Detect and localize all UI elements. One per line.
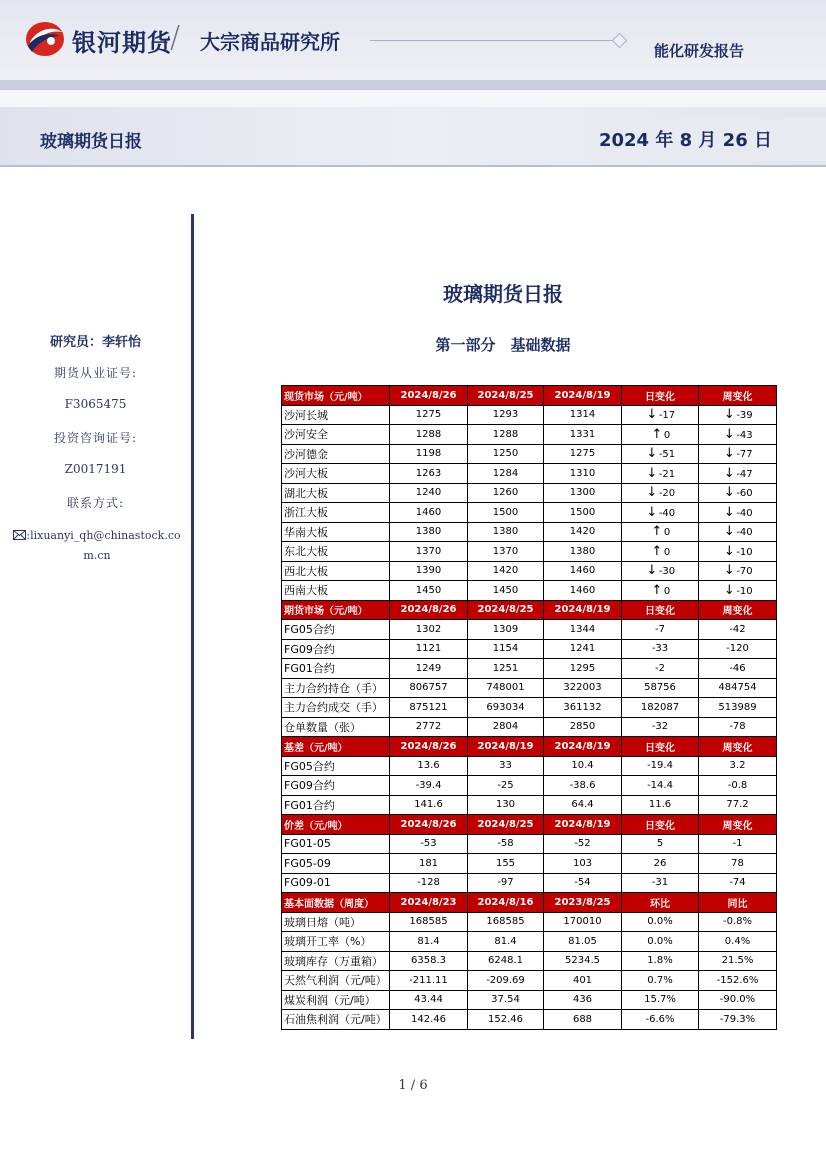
table-row [282,717,777,737]
table-cell: 1450 [390,581,468,601]
table-cell: 322003 [544,678,622,698]
table-cell: 沙河安全 [282,425,390,445]
table-cell: -14.4 [622,776,699,796]
table-row [282,542,777,562]
table-cell: 1370 [390,542,468,562]
header-cell: 2024/8/16 [468,893,544,913]
decorative-line [370,40,618,41]
table-cell: 1275 [544,444,622,464]
table-cell: 1263 [390,464,468,484]
table-row [282,561,777,581]
change-cell [699,503,777,523]
change-cell [699,522,777,542]
change-cell [622,425,699,445]
table-cell: 3.2 [699,756,777,776]
arrow-up-icon: ↑ [651,426,663,442]
arrow-down-icon: ↓ [646,407,658,423]
table-cell: 142.46 [390,1010,468,1030]
header-cell: 2024/8/26 [390,737,468,757]
table-cell: 81.4 [468,932,544,952]
table-cell: -1 [699,834,777,854]
main-title: 玻璃期货日报 [443,282,563,306]
arrow-down-icon: ↓ [646,485,658,501]
table-cell: 1275 [390,405,468,425]
table-row [282,834,777,854]
header-cell: 环比 [622,893,699,913]
table-cell: -42 [699,620,777,640]
change-cell [699,581,777,601]
institute-name: 大宗商品研究所 [200,30,340,54]
futures-cert-number: F3065475 [64,397,127,411]
change-cell [699,464,777,484]
table-cell: 152.46 [468,1010,544,1030]
table-cell: 沙河德金 [282,444,390,464]
department-name: 能化研发报告 [654,42,745,60]
change-value: -20 [658,488,676,500]
table-cell: 1260 [468,483,544,503]
header-cell: 价差（元/吨） [282,815,390,835]
table-cell: -90.0% [699,990,777,1010]
header-cell: 2024/8/26 [390,815,468,835]
table-cell: 2772 [390,717,468,737]
header-cell: 2024/8/19 [544,600,622,620]
table-row [282,581,777,601]
table-cell: 沙河大板 [282,464,390,484]
table-cell: 13.6 [390,756,468,776]
change-cell [622,483,699,503]
table-header-row [282,893,777,913]
researcher-name: 研究员：李轩怡 [49,335,141,350]
sidebar-divider [191,214,194,1039]
table-cell: 0.0% [622,912,699,932]
table-cell: 1380 [544,542,622,562]
header-band [0,80,826,90]
change-cell [699,405,777,425]
table-cell: 1370 [468,542,544,562]
change-cell [699,444,777,464]
table-cell: FG01-05 [282,834,390,854]
table-header-row [282,386,777,406]
table-cell: 11.6 [622,795,699,815]
table-row [282,776,777,796]
table-cell: 1250 [468,444,544,464]
header-cell: 周变化 [699,386,777,406]
table-cell: 688 [544,1010,622,1030]
header-cell: 2024/8/19 [544,815,622,835]
header-cell: 2023/8/25 [544,893,622,913]
table-cell: 81.05 [544,932,622,952]
arrow-up-icon: ↑ [651,524,663,540]
table-row [282,951,777,971]
table-cell: FG01合约 [282,795,390,815]
change-cell [622,444,699,464]
brand-separator: / [170,20,181,55]
table-cell: FG01合约 [282,659,390,679]
change-value: 0 [663,429,671,441]
table-row [282,990,777,1010]
header-cell: 日变化 [622,386,699,406]
table-cell: -78 [699,717,777,737]
change-value: -70 [736,566,753,578]
header-gap [0,90,826,107]
table-cell: -32 [622,717,699,737]
table-cell: 361132 [544,698,622,718]
change-cell [699,561,777,581]
table-row [282,503,777,523]
header-cell: 日变化 [622,815,699,835]
table-row [282,912,777,932]
header-cell: 2024/8/26 [390,386,468,406]
table-cell: 155 [468,854,544,874]
table-cell: 玻璃库存（万重箱） [282,951,390,971]
table-cell: -31 [622,873,699,893]
table-cell: 仓单数量（张） [282,717,390,737]
header-cell: 2024/8/26 [390,600,468,620]
table-cell: 1500 [544,503,622,523]
arrow-up-icon: ↑ [651,582,663,598]
contact-email[interactable] [8,526,186,566]
change-value: -77 [736,449,753,461]
table-cell: 1460 [390,503,468,523]
report-title: 玻璃期货日报 [40,132,142,152]
table-cell: 78 [699,854,777,874]
arrow-down-icon: ↓ [646,504,658,520]
table-cell: 玻璃开工率（%） [282,932,390,952]
table-cell: 81.4 [390,932,468,952]
change-cell [699,542,777,562]
table-row [282,678,777,698]
change-value: -17 [658,410,676,422]
header-cell: 2024/8/19 [544,737,622,757]
table-row [282,483,777,503]
table-cell: 东北大板 [282,542,390,562]
table-cell: -152.6% [699,971,777,991]
table-cell: 煤炭利润（元/吨） [282,990,390,1010]
header-cell: 同比 [699,893,777,913]
table-header-row [282,815,777,835]
arrow-down-icon: ↓ [723,504,735,520]
contact-label: 联系方式: [66,496,125,510]
arrow-down-icon: ↓ [646,446,658,462]
arrow-down-icon: ↓ [723,524,735,540]
change-cell [622,405,699,425]
table-cell: 1198 [390,444,468,464]
table-cell: 5 [622,834,699,854]
galaxy-logo-icon [24,20,66,58]
table-cell: 1284 [468,464,544,484]
change-value: 0 [663,585,671,597]
table-row [282,854,777,874]
section-title: 第一部分 基础数据 [435,336,571,354]
change-cell [699,483,777,503]
table-cell: -74 [699,873,777,893]
change-value: -10 [736,585,753,597]
change-cell [622,522,699,542]
table-cell: 玻璃日熔（吨） [282,912,390,932]
header-cell: 基差（元/吨） [282,737,390,757]
table-cell: 1344 [544,620,622,640]
table-cell: -0.8% [699,912,777,932]
table-cell: -97 [468,873,544,893]
table-row [282,756,777,776]
header-cell: 周变化 [699,600,777,620]
table-cell: 石油焦利润（元/吨） [282,1010,390,1030]
header-cell: 周变化 [699,815,777,835]
table-cell: 484754 [699,678,777,698]
table-cell: FG09-01 [282,873,390,893]
table-row [282,639,777,659]
table-cell: 1288 [390,425,468,445]
table-cell: -25 [468,776,544,796]
table-cell: 1240 [390,483,468,503]
table-cell: 6358.3 [390,951,468,971]
table-cell: 0.7% [622,971,699,991]
table-cell: 沙河长城 [282,405,390,425]
table-cell: FG05-09 [282,854,390,874]
table-cell: 1450 [468,581,544,601]
table-row [282,873,777,893]
table-row [282,522,777,542]
table-cell: -7 [622,620,699,640]
table-cell: 西南大板 [282,581,390,601]
change-value: -43 [736,429,753,441]
table-cell: 1288 [468,425,544,445]
arrow-down-icon: ↓ [723,582,735,598]
table-cell: -6.6% [622,1010,699,1030]
table-cell: 1380 [390,522,468,542]
table-cell: 1314 [544,405,622,425]
arrow-down-icon: ↓ [723,407,735,423]
brand-name: 银河期货 [72,29,172,57]
change-cell [622,503,699,523]
table-cell: -39.4 [390,776,468,796]
change-value: -51 [658,449,676,461]
basic-data-table [281,385,777,1030]
table-cell: 170010 [544,912,622,932]
table-cell: -54 [544,873,622,893]
table-cell: 1420 [544,522,622,542]
table-cell: 37.54 [468,990,544,1010]
table-row [282,444,777,464]
table-cell: 1295 [544,659,622,679]
change-value: -40 [736,527,753,539]
table-cell: 401 [544,971,622,991]
header-cell: 期货市场（元/吨） [282,600,390,620]
change-cell [699,425,777,445]
table-cell: -19.4 [622,756,699,776]
table-cell: -52 [544,834,622,854]
table-cell: 1460 [544,561,622,581]
table-cell: 1460 [544,581,622,601]
table-cell: FG05合约 [282,620,390,640]
arrow-down-icon: ↓ [646,563,658,579]
table-cell: -120 [699,639,777,659]
table-cell: 77.2 [699,795,777,815]
table-cell: 21.5% [699,951,777,971]
table-cell: 141.6 [390,795,468,815]
table-cell: 875121 [390,698,468,718]
table-cell: -53 [390,834,468,854]
table-cell: 181 [390,854,468,874]
table-cell: 1380 [468,522,544,542]
header-cell: 2024/8/19 [468,737,544,757]
table-cell: 1249 [390,659,468,679]
arrow-down-icon: ↓ [723,465,735,481]
table-cell: 天然气利润（元/吨） [282,971,390,991]
table-row [282,659,777,679]
table-cell: 2850 [544,717,622,737]
table-cell: 浙江大板 [282,503,390,523]
table-cell: 15.7% [622,990,699,1010]
change-cell [622,561,699,581]
table-cell: -211.11 [390,971,468,991]
header-cell: 2024/8/23 [390,893,468,913]
table-cell: 0.0% [622,932,699,952]
table-cell: FG09合约 [282,639,390,659]
table-cell: 湖北大板 [282,483,390,503]
table-cell: 693034 [468,698,544,718]
table-cell: 1390 [390,561,468,581]
table-header-row [282,600,777,620]
table-cell: -209.69 [468,971,544,991]
change-value: -10 [736,546,753,558]
invest-cert-number: Z0017191 [64,462,127,476]
header-cell: 周变化 [699,737,777,757]
arrow-down-icon: ↓ [723,446,735,462]
table-cell: 6248.1 [468,951,544,971]
table-cell: 1293 [468,405,544,425]
table-cell: 1420 [468,561,544,581]
table-cell: 1.8% [622,951,699,971]
table-cell: 103 [544,854,622,874]
table-cell: 168585 [468,912,544,932]
table-row [282,425,777,445]
invest-cert-label: 投资咨询证号: [53,431,138,445]
change-cell [622,542,699,562]
arrow-down-icon: ↓ [723,485,735,501]
table-cell: 1309 [468,620,544,640]
table-row [282,932,777,952]
change-value: -30 [658,566,676,578]
header-cell: 日变化 [622,737,699,757]
table-cell: 182087 [622,698,699,718]
table-cell: 33 [468,756,544,776]
header-cell: 2024/8/25 [468,815,544,835]
change-value: 0 [663,527,671,539]
table-cell: 58756 [622,678,699,698]
table-cell: 26 [622,854,699,874]
table-cell: FG05合约 [282,756,390,776]
table-cell: -79.3% [699,1010,777,1030]
table-cell: 10.4 [544,756,622,776]
table-cell: 0.4% [699,932,777,952]
table-cell: 513989 [699,698,777,718]
arrow-up-icon: ↑ [651,543,663,559]
report-date: 2024 年 8 月 26 日 [598,130,772,151]
table-cell: 主力合约成交（手） [282,698,390,718]
table-cell: 130 [468,795,544,815]
table-cell: 43.44 [390,990,468,1010]
table-cell: 1251 [468,659,544,679]
table-cell: 西北大板 [282,561,390,581]
table-cell: -128 [390,873,468,893]
table-cell: -38.6 [544,776,622,796]
change-value: -47 [736,468,753,480]
title-bar-line [0,165,826,167]
table-cell: -0.8 [699,776,777,796]
table-row [282,1010,777,1030]
table-row [282,971,777,991]
header-cell: 2024/8/25 [468,386,544,406]
header-cell: 2024/8/19 [544,386,622,406]
table-cell: 1154 [468,639,544,659]
table-cell: 1302 [390,620,468,640]
mail-icon [13,530,26,540]
header-cell: 2024/8/25 [468,600,544,620]
table-cell: 1500 [468,503,544,523]
email-address: :lixuanyi_qh@chinastock.com.cn [26,529,181,562]
change-value: -40 [658,507,676,519]
table-cell: -33 [622,639,699,659]
change-value: -40 [736,507,753,519]
header-cell: 基本面数据（周度） [282,893,390,913]
table-cell: 1121 [390,639,468,659]
table-row [282,405,777,425]
table-row [282,698,777,718]
change-value: 0 [663,546,671,558]
table-cell: -2 [622,659,699,679]
change-value: -21 [658,468,676,480]
change-value: -39 [736,410,753,422]
futures-cert-label: 期货从业证号: [53,366,138,380]
arrow-down-icon: ↓ [723,563,735,579]
arrow-down-icon: ↓ [723,543,735,559]
arrow-down-icon: ↓ [723,426,735,442]
table-cell: 1331 [544,425,622,445]
table-cell: 1300 [544,483,622,503]
change-cell [622,464,699,484]
table-cell: 748001 [468,678,544,698]
header-cell: 现货市场（元/吨） [282,386,390,406]
change-cell [622,581,699,601]
table-cell: 436 [544,990,622,1010]
table-cell: 2804 [468,717,544,737]
header-cell: 日变化 [622,600,699,620]
table-cell: FG09合约 [282,776,390,796]
table-cell: 1310 [544,464,622,484]
table-cell: -58 [468,834,544,854]
table-cell: 64.4 [544,795,622,815]
table-header-row [282,737,777,757]
table-cell: 806757 [390,678,468,698]
table-cell: 1241 [544,639,622,659]
page-number: 1 / 6 [398,1078,428,1093]
table-row [282,795,777,815]
table-cell: 5234.5 [544,951,622,971]
table-cell: 主力合约持仓（手） [282,678,390,698]
table-cell: -46 [699,659,777,679]
table-row [282,464,777,484]
table-row [282,620,777,640]
table-cell: 华南大板 [282,522,390,542]
table-cell: 168585 [390,912,468,932]
arrow-down-icon: ↓ [646,465,658,481]
change-value: -60 [736,488,753,500]
